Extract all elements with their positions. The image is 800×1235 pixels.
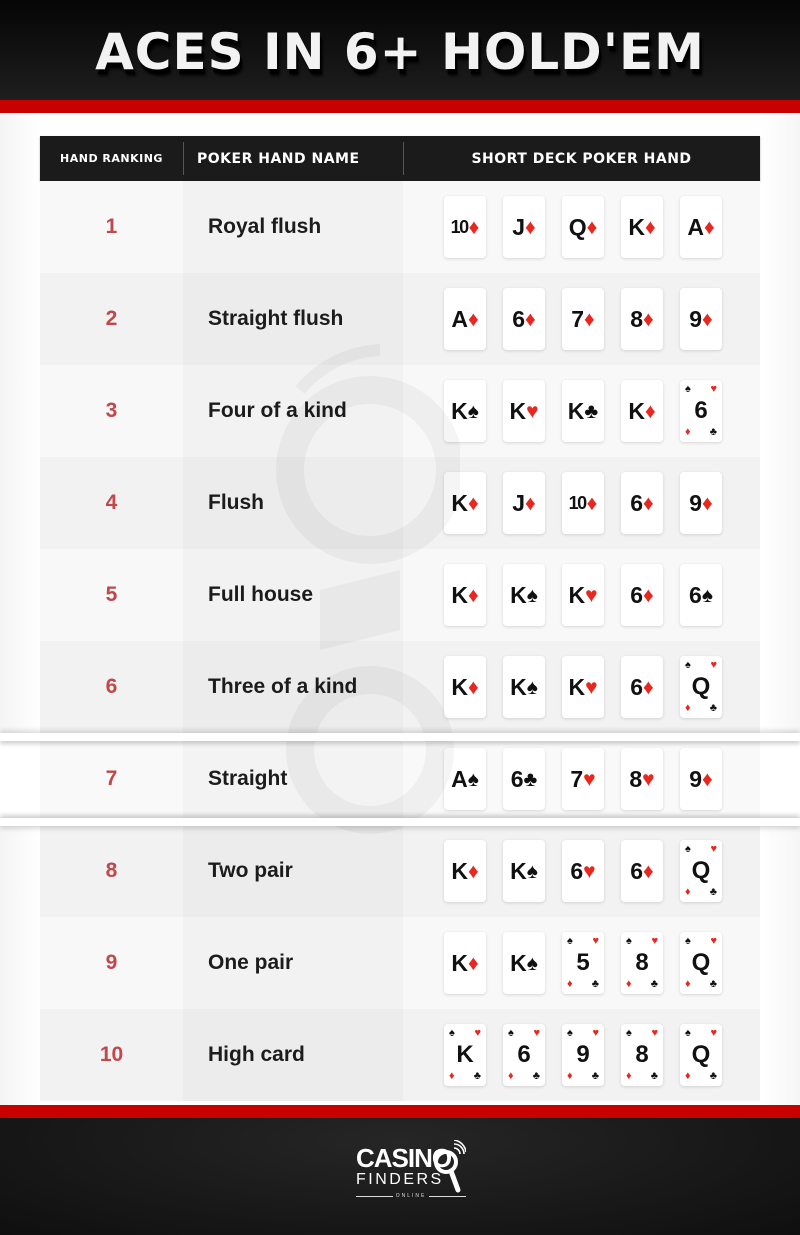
rank-cell [40,825,183,917]
playing-card [562,380,604,442]
hand-name: High card [208,1043,305,1066]
diamond-icon: ♦ [643,307,654,331]
diamond-icon: ♦ [626,978,632,990]
club-icon: ♣ [473,1070,481,1082]
name-cell [183,549,403,641]
card-rank: 8 [630,305,643,332]
table-row [40,733,760,825]
hand-name: One pair [208,951,294,974]
heart-icon: ♥ [710,1027,717,1039]
hand-rankings-table [40,136,760,1101]
playing-card [444,196,486,258]
playing-card [562,748,604,810]
diamond-icon: ♦ [584,307,595,331]
club-icon: ♣ [591,978,599,990]
heart-icon: ♥ [642,767,655,791]
hand-rank: 5 [105,583,118,606]
playing-card [562,196,604,258]
card-rank: 7 [570,765,583,792]
highlight-bar-top [0,733,800,741]
top-accent-stripe [0,100,800,113]
card-rank: Q [691,949,711,976]
club-icon: ♣ [709,886,717,898]
diamond-icon: ♦ [467,951,479,975]
hand-cards-cell [403,273,760,365]
table-row [40,1009,760,1101]
hand-cards-cell [403,181,760,273]
name-cell [183,917,403,1009]
card-rank: 6 [630,581,643,608]
card-rank: K [451,857,467,884]
playing-card-kicker [680,932,722,994]
table-row [40,825,760,917]
playing-card [621,840,663,902]
diamond-icon: ♦ [508,1070,514,1082]
playing-card [621,472,663,534]
spade-icon: ♠ [701,583,713,607]
diamond-icon: ♦ [567,978,573,990]
card-rank: 10 [568,492,586,513]
magnifier-signal-icon [432,1140,466,1202]
logo-text-finders: FINDERS [356,1171,444,1188]
diamond-icon: ♦ [467,491,479,515]
playing-card [503,748,545,810]
playing-card [444,380,486,442]
diamond-icon: ♦ [702,491,713,515]
club-icon: ♣ [523,767,538,791]
card-rank: K [456,1041,474,1068]
heart-icon: ♥ [710,935,717,947]
playing-card [621,380,663,442]
club-icon: ♣ [709,426,717,438]
playing-card [444,564,486,626]
hand-name: Full house [208,583,313,606]
hand-name: Straight flush [208,307,344,330]
playing-card [562,564,604,626]
card-rank: 5 [576,949,590,976]
rank-cell [40,457,183,549]
card-rank: K [451,581,467,608]
playing-card [444,840,486,902]
playing-card-kicker [680,840,722,902]
diamond-icon: ♦ [702,767,713,791]
hand-cards-cell [403,549,760,641]
playing-card [680,472,722,534]
rank-cell [40,181,183,273]
rank-cell [40,365,183,457]
page-title: ACES IN 6+ HOLD'EM [95,23,705,81]
diamond-icon: ♦ [685,426,691,438]
card-rank: K [628,213,644,240]
table-row [40,365,760,457]
playing-card [503,196,545,258]
card-rank: 6 [689,581,701,608]
hand-cards-cell [403,457,760,549]
card-rank: K [451,949,467,976]
playing-card [444,748,486,810]
spade-icon: ♠ [567,1027,573,1039]
rank-cell [40,273,183,365]
diamond-icon: ♦ [685,978,691,990]
heart-icon: ♥ [583,767,596,791]
table-header [40,136,760,181]
playing-card-kicker [621,932,663,994]
club-icon: ♣ [584,399,599,423]
card-rank: 6 [694,397,708,424]
heart-icon: ♥ [585,583,598,607]
heart-icon: ♥ [651,1027,658,1039]
diamond-icon: ♦ [702,307,713,331]
hand-rank: 2 [105,307,118,330]
hand-rank: 3 [105,399,118,422]
diamond-icon: ♦ [468,215,480,239]
header-divider [183,142,184,175]
header-short-deck-poker-hand: SHORT DECK POKER HAND [471,150,692,167]
diamond-icon: ♦ [467,859,479,883]
playing-card-kicker [562,932,604,994]
rank-cell [40,549,183,641]
card-rank: K [567,397,584,424]
spade-icon: ♠ [685,1027,691,1039]
club-icon: ♣ [709,702,717,714]
heart-icon: ♥ [710,659,717,671]
playing-card [680,196,722,258]
playing-card [503,656,545,718]
spade-icon: ♠ [526,859,538,883]
heart-icon: ♥ [710,383,717,395]
diamond-icon: ♦ [467,675,479,699]
card-rank: A [451,305,467,332]
diamond-icon: ♦ [643,491,654,515]
casino-finders-logo[interactable] [348,1138,468,1208]
card-rank: 9 [689,765,702,792]
playing-card [621,196,663,258]
hand-cards-cell [403,641,760,733]
hand-cards-cell [403,825,760,917]
card-rank: Q [691,1041,711,1068]
playing-card [562,840,604,902]
rank-cell [40,641,183,733]
diamond-icon: ♦ [467,583,479,607]
spade-icon: ♠ [526,675,538,699]
spade-icon: ♠ [526,951,538,975]
playing-card [562,656,604,718]
spade-icon: ♠ [467,767,479,791]
rank-cell [40,917,183,1009]
bottom-accent-stripe [0,1105,800,1118]
spade-icon: ♠ [685,843,691,855]
spade-icon: ♠ [685,659,691,671]
spade-icon: ♠ [467,399,479,423]
heart-icon: ♥ [583,859,596,883]
table-row [40,457,760,549]
diamond-icon: ♦ [449,1070,455,1082]
card-rank: Q [568,213,586,240]
card-rank: J [512,489,525,516]
playing-card-kicker [680,656,722,718]
card-rank: K [510,581,526,608]
card-rank: 6 [517,1041,531,1068]
heart-icon: ♥ [710,843,717,855]
name-cell [183,181,403,273]
diamond-icon: ♦ [685,886,691,898]
diamond-icon: ♦ [703,215,715,239]
playing-card [503,564,545,626]
name-cell [183,641,403,733]
club-icon: ♣ [650,1070,658,1082]
club-icon: ♣ [532,1070,540,1082]
playing-card [503,932,545,994]
card-rank: K [568,581,585,608]
highlight-bar-bottom [0,818,800,826]
diamond-icon: ♦ [685,1070,691,1082]
diamond-icon: ♦ [525,215,536,239]
card-rank: K [568,673,585,700]
card-rank: 9 [689,489,702,516]
diamond-icon: ♦ [626,1070,632,1082]
playing-card-kicker [680,380,722,442]
logo-online-tagline: ONLINE [356,1191,466,1201]
name-cell [183,273,403,365]
spade-icon: ♠ [449,1027,455,1039]
diamond-icon: ♦ [586,215,598,239]
card-rank: 6 [570,857,583,884]
hand-name: Royal flush [208,215,322,238]
card-rank: 6 [630,489,643,516]
card-rank: K [510,949,526,976]
table-body [40,181,760,1101]
heart-icon: ♥ [592,1027,599,1039]
card-rank: 8 [629,765,642,792]
name-cell [183,825,403,917]
card-rank: K [628,397,644,424]
name-cell [183,733,403,825]
heart-icon: ♥ [585,675,598,699]
club-icon: ♣ [591,1070,599,1082]
playing-card [621,288,663,350]
diamond-icon: ♦ [567,1070,573,1082]
playing-card [621,656,663,718]
card-rank: Q [691,857,711,884]
card-rank: A [687,213,703,240]
table-row [40,917,760,1009]
rank-cell [40,1009,183,1101]
hand-cards-cell [403,365,760,457]
logo-text-casino: CASINO [356,1143,452,1173]
spade-icon: ♠ [567,935,573,947]
playing-card [444,472,486,534]
table-row [40,641,760,733]
spade-icon: ♠ [526,583,538,607]
card-rank: 8 [635,949,649,976]
card-rank: K [451,673,467,700]
diamond-icon: ♦ [643,859,654,883]
diamond-icon: ♦ [467,307,479,331]
playing-card [562,288,604,350]
playing-card-kicker [562,1024,604,1086]
playing-card [444,656,486,718]
card-rank: K [510,857,526,884]
club-icon: ♣ [650,978,658,990]
card-rank: 9 [689,305,702,332]
hand-cards-cell [403,917,760,1009]
playing-card-kicker [680,1024,722,1086]
name-cell [183,1009,403,1101]
card-rank: K [451,397,467,424]
diamond-icon: ♦ [525,307,536,331]
playing-card [680,288,722,350]
table-row [40,181,760,273]
spade-icon: ♠ [626,1027,632,1039]
playing-card [503,288,545,350]
table-row [40,273,760,365]
card-rank: 6 [630,673,643,700]
heart-icon: ♥ [592,935,599,947]
header-poker-hand-name: POKER HAND NAME [197,150,360,167]
hand-rank: 8 [105,859,118,882]
playing-card [503,380,545,442]
playing-card [503,840,545,902]
rank-cell [40,733,183,825]
diamond-icon: ♦ [525,491,536,515]
playing-card [444,288,486,350]
card-rank: 6 [630,857,643,884]
heart-icon: ♥ [526,399,539,423]
playing-card [680,564,722,626]
table-row [40,549,760,641]
header-hand-ranking: HAND RANKING [60,152,163,165]
diamond-icon: ♦ [644,215,656,239]
card-rank: 10 [450,216,468,237]
name-cell [183,365,403,457]
diamond-icon: ♦ [643,675,654,699]
spade-icon: ♠ [626,935,632,947]
playing-card [680,748,722,810]
name-cell [183,457,403,549]
hand-rank: 6 [105,675,118,698]
hand-name: Three of a kind [208,675,358,698]
card-rank: 7 [571,305,584,332]
card-rank: 6 [512,305,525,332]
spade-icon: ♠ [508,1027,514,1039]
playing-card [621,564,663,626]
diamond-icon: ♦ [644,399,656,423]
club-icon: ♣ [709,978,717,990]
card-rank: 6 [510,765,523,792]
spade-icon: ♠ [685,383,691,395]
playing-card [562,472,604,534]
card-rank: K [509,397,526,424]
club-icon: ♣ [709,1070,717,1082]
card-rank: 8 [635,1041,649,1068]
card-rank: A [451,765,467,792]
hand-name: Flush [208,491,264,514]
header-divider [403,142,404,175]
spade-icon: ♠ [685,935,691,947]
hand-name: Four of a kind [208,399,347,422]
hand-rank: 9 [105,951,118,974]
card-rank: K [510,673,526,700]
playing-card-kicker [444,1024,486,1086]
hand-rank: 4 [105,491,118,514]
hand-name: Two pair [208,859,293,882]
diamond-icon: ♦ [586,491,598,515]
diamond-icon: ♦ [643,583,654,607]
hand-name: Straight [208,767,288,790]
card-rank: 9 [576,1041,590,1068]
heart-icon: ♥ [533,1027,540,1039]
playing-card [621,748,663,810]
heart-icon: ♥ [474,1027,481,1039]
card-rank: K [451,489,467,516]
hand-rank: 1 [105,215,118,238]
card-rank: Q [691,673,711,700]
hand-cards-cell [403,733,760,825]
diamond-icon: ♦ [685,702,691,714]
playing-card [503,472,545,534]
hand-rank: 7 [105,767,118,790]
card-rank: J [512,213,525,240]
hand-rank: 10 [99,1043,124,1066]
hand-cards-cell [403,1009,760,1101]
heart-icon: ♥ [651,935,658,947]
playing-card-kicker [621,1024,663,1086]
playing-card [444,932,486,994]
playing-card-kicker [503,1024,545,1086]
